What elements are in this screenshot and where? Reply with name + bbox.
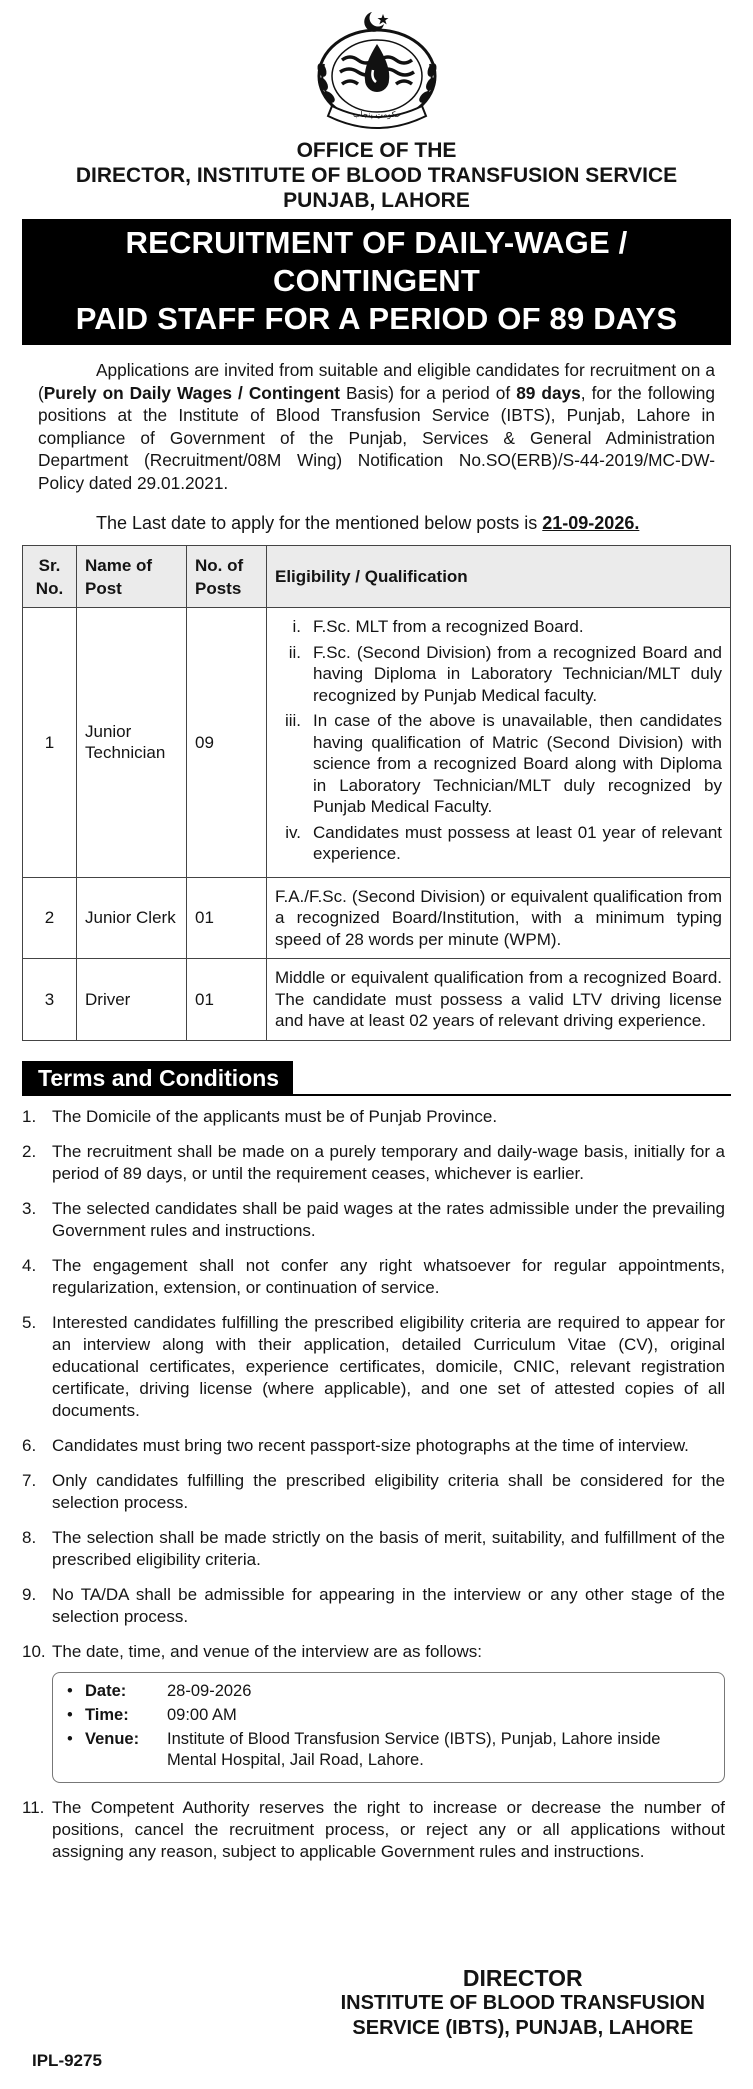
signatory-title: DIRECTOR [462, 1965, 583, 1991]
last-date-line [38, 512, 715, 535]
interview-date: 28-09-2026 [167, 1681, 252, 1700]
bullet-icon: • [67, 1681, 73, 1700]
banner-line-1: RECRUITMENT OF DAILY-WAGE / CONTINGENT [125, 225, 628, 298]
title-banner [22, 219, 731, 345]
list-item: 4. The engagement shall not confer any right whatsoever for regular appointments, regularization, extension, or continuation of service. [22, 1255, 725, 1297]
bullet-icon: • [67, 1729, 73, 1748]
ipl-number: IPL-9275 [32, 2051, 102, 2070]
interview-venue: Institute of Blood Transfusion Service (IBTS), Punjab, Lahore inside Mental Hospital, Jail Road, Lahore. [167, 1729, 661, 1769]
interview-venue-row: • Venue: Institute of Blood Transfusion Service (IBTS), Punjab, Lahore inside Mental Hospital, Jail Road, Lahore. [67, 1729, 710, 1771]
eligibility-item: iii. In case of the above is unavailable, then candidates having qualification of Matric (Second Division) with science from a recognized Board along with Diploma in Laboratory Technician/MLT duly recognized by Punjab Medical Faculty. [284, 711, 722, 816]
office-line-1: OFFICE OF THE [296, 139, 457, 162]
last-date-text: The Last date to apply for the mentioned below posts is [96, 513, 543, 533]
bullet-icon: • [67, 1705, 73, 1724]
signatory-line-2: SERVICE (IBTS), PUNJAB, LAHORE [352, 2017, 694, 2039]
eligibility-item: iv. Candidates must possess at least 01 year of relevant experience. [285, 822, 722, 863]
list-item: 11. The Competent Authority reserves the right to increase or decrease the number of positions, cancel the recruitment process, or reject any or all applications without assigning any reason, subject to applicable Government rules and instructions. [22, 1797, 725, 1861]
table-row [23, 877, 731, 959]
interview-time-row: • Time: 09:00 AM [67, 1705, 710, 1726]
interview-date-row: • Date: 28-09-2026 [67, 1681, 710, 1702]
office-heading [22, 138, 731, 213]
signatory-line-1: INSTITUTE OF BLOOD TRANSFUSION [340, 1992, 705, 2014]
list-item: 9. No TA/DA shall be admissible for appearing in the interview or any other stage of the selection process. [22, 1584, 725, 1626]
punjab-government-logo-icon [302, 4, 452, 134]
table-row [23, 608, 731, 878]
terms-list [22, 1106, 731, 1663]
office-line-3: PUNJAB, LAHORE [283, 189, 470, 212]
header-sr-no: Sr. No. [23, 546, 77, 608]
table-row [23, 959, 731, 1041]
row-eligibility: Middle or equivalent qualification from a recognized Board. The candidate must possess a valid LTV driving license and have at least 02 years of relevant driving experience. [267, 959, 731, 1041]
list-item: 2. The recruitment shall be made on a purely temporary and daily-wage basis, initially for a period of 89 days, or until the requirement ceases, whichever is earlier. [22, 1141, 725, 1183]
intro-text-3: , for the following positions at the Institute of Blood Transfusion Service (IBTS), Punjab, Lahore in compliance of Government of the Punjab, Services & General Administration Department (Recruitment/08M Wing) Notification No.SO(ERB)/S-44-2019/MC-DW-Policy dated 29.01.2021. [38, 382, 715, 493]
last-date-value: 21-09-2026. [542, 513, 640, 533]
eligibility-item: i. F.Sc. MLT from a recognized Board. [292, 617, 584, 636]
intro-paragraph [38, 359, 715, 494]
row-post-name: Junior Technician [77, 608, 187, 878]
office-line-2: DIRECTOR, INSTITUTE OF BLOOD TRANSFUSION SERVICE [75, 164, 678, 187]
intro-bold-days: 89 days [516, 382, 581, 403]
row-eligibility [267, 608, 731, 878]
signature-block [341, 1966, 705, 2041]
header-eligibility: Eligibility / Qualification [267, 546, 731, 608]
intro-text-1: Applications are invited from suitable and eligible candidates for recruitment on a ( [38, 360, 715, 403]
advertisement-page [0, 4, 753, 2089]
list-item: 8. The selection shall be made strictly on the basis of merit, suitability, and fulfillment of the prescribed eligibility criteria. [22, 1527, 725, 1569]
intro-bold-basis: Purely on Daily Wages / Contingent [43, 382, 340, 403]
interview-details-box [52, 1672, 725, 1783]
terms-heading: Terms and Conditions [22, 1061, 293, 1096]
eligibility-item: ii. F.Sc. (Second Division) from a recognized Board and having Diploma in Laboratory Technician/MLT duly recognized by Punjab Medical faculty. [288, 642, 722, 705]
terms-heading-bar [22, 1041, 731, 1096]
header-no-of-posts: No. of Posts [187, 546, 267, 608]
list-item: 3. The selected candidates shall be paid wages at the rates admissible under the prevailing Government rules and instructions. [22, 1198, 725, 1240]
posts-table [22, 545, 731, 1041]
row-eligibility: F.A./F.Sc. (Second Division) or equivalent qualification from a recognized Board/Institution, with a minimum typing speed of 28 words per minute (WPM). [267, 877, 731, 959]
row-sr: 2 [23, 877, 77, 959]
row-sr: 1 [23, 608, 77, 878]
row-post-count: 09 [187, 608, 267, 878]
list-item: 10. The date, time, and venue of the interview are as follows: [22, 1641, 482, 1661]
row-post-count: 01 [187, 959, 267, 1041]
row-post-name: Junior Clerk [77, 877, 187, 959]
list-item: 7. Only candidates fulfilling the prescribed eligibility criteria shall be considered for the selection process. [22, 1470, 725, 1512]
table-header-row [23, 546, 731, 608]
list-item: 1. The Domicile of the applicants must be of Punjab Province. [22, 1106, 498, 1126]
intro-text-2: Basis) for a period of [340, 382, 517, 403]
logo-text: حکومتِ پنجاب [352, 110, 401, 119]
row-sr: 3 [23, 959, 77, 1041]
row-post-count: 01 [187, 877, 267, 959]
banner-line-2: PAID STAFF FOR A PERIOD OF 89 DAYS [75, 301, 678, 336]
header-name-of-post: Name of Post [77, 546, 187, 608]
row-post-name: Driver [77, 959, 187, 1041]
list-item: 6. Candidates must bring two recent passport-size photographs at the time of interview. [22, 1435, 689, 1455]
terms-list-continued [22, 1797, 731, 1863]
list-item: 5. Interested candidates fulfilling the prescribed eligibility criteria are required to appear for an interview along with their application, detailed Curriculum Vitae (CV), original educational certificates, experience certificates, domicile, CNIC, relevant registration certificate, driving license (where applicable), and one set of attested copies of all documents. [22, 1312, 725, 1420]
interview-time: 09:00 AM [167, 1705, 237, 1724]
